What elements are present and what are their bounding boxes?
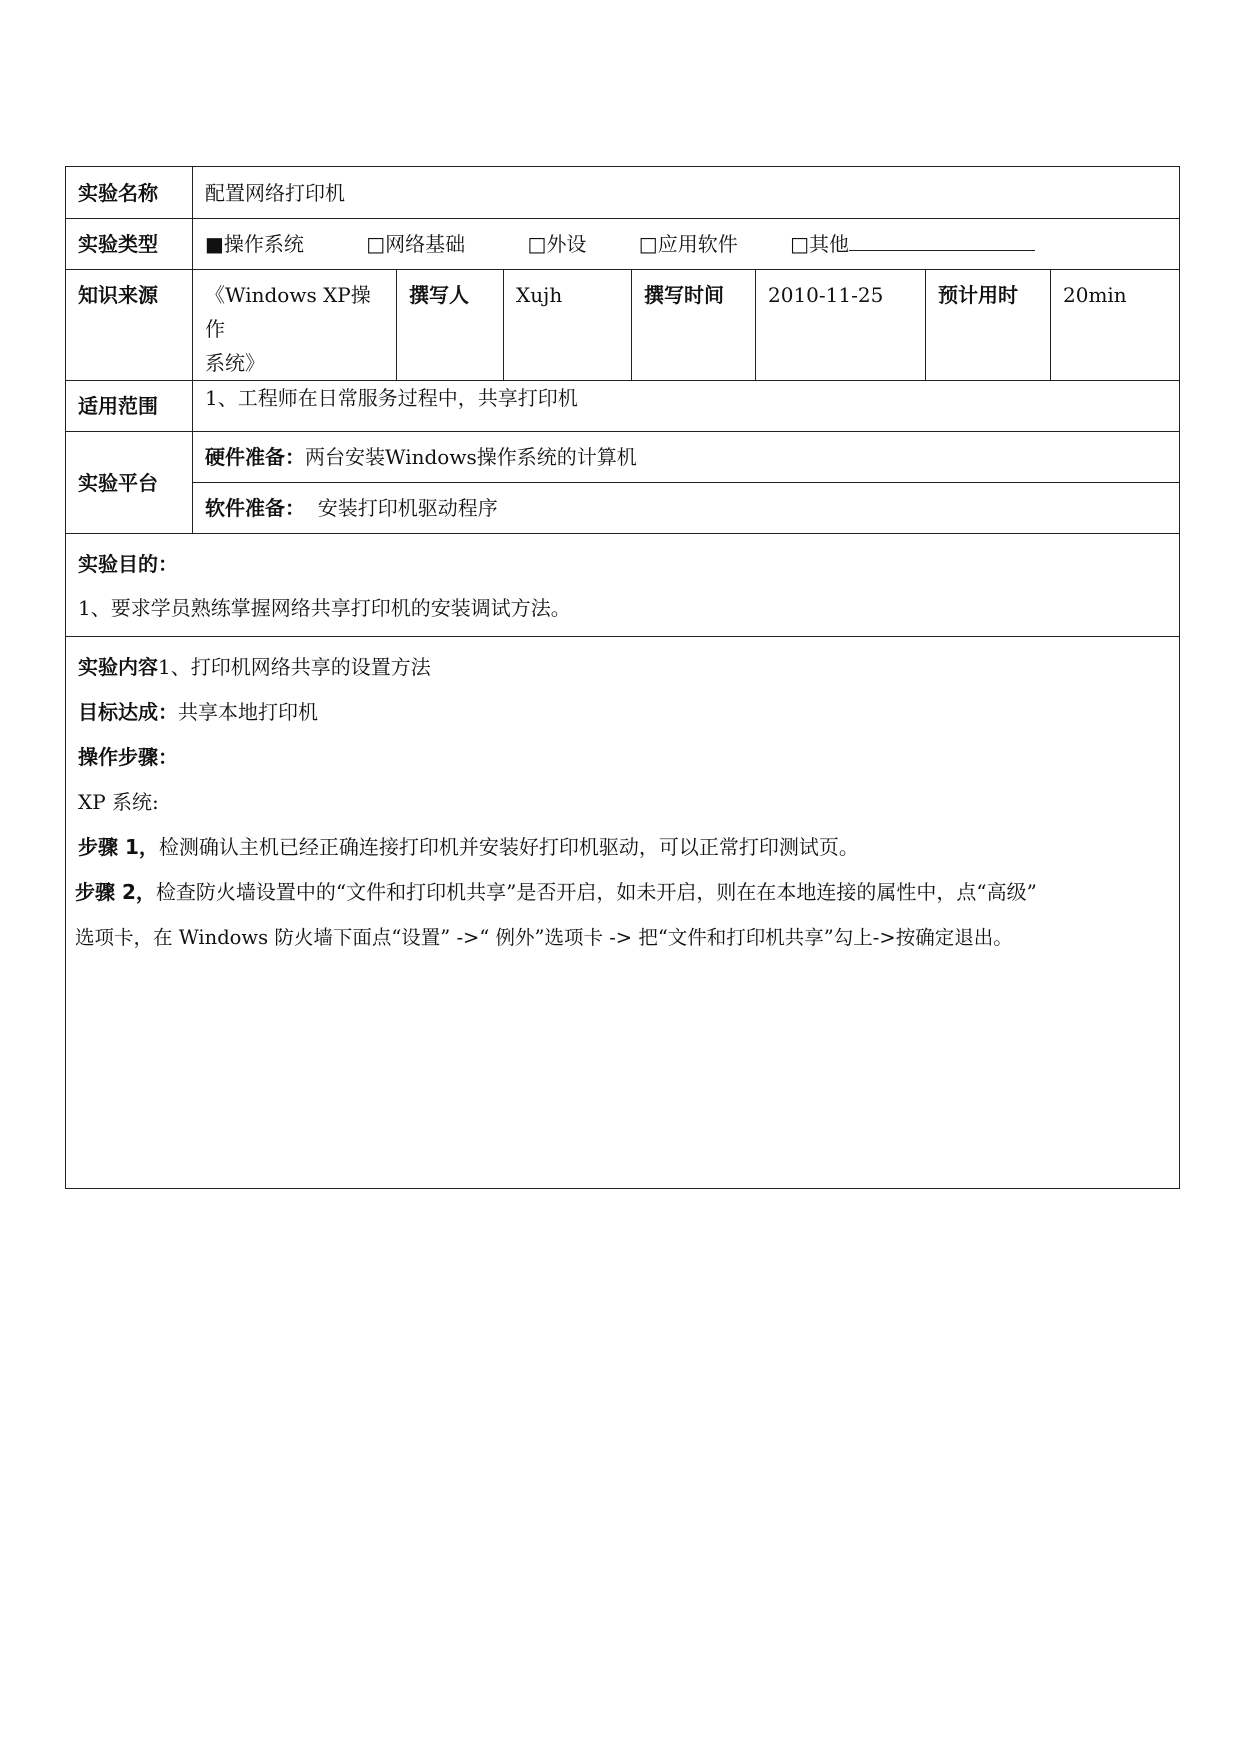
step2-value: 检查防火墙设置中的“文件和打印机共享”是否开启，如未开启，则在在本地连接的属性中，点“高级” — [155, 880, 1037, 904]
row-scope — [66, 381, 1180, 432]
step2-label: 步骤 2， — [75, 880, 156, 904]
scope-value: 1、工程师在日常服务过程中，共享打印机 — [193, 381, 1180, 432]
row-platform-hardware — [66, 432, 1180, 483]
type-option-network[interactable]: □网络基础 — [366, 232, 466, 256]
checkbox-icon: □ — [527, 232, 547, 256]
time-label: 预计用时 — [926, 270, 1051, 381]
software-value: 安装打印机驱动程序 — [317, 496, 498, 520]
time-value: 20min — [1051, 270, 1180, 381]
date-label: 撰写时间 — [632, 270, 756, 381]
step1-label: 步骤 1， — [78, 835, 159, 859]
software-label: 软件准备： — [205, 496, 305, 520]
purpose-label: 实验目的： — [78, 552, 178, 576]
row-purpose — [66, 534, 1180, 637]
type-option-peripheral[interactable]: □外设 — [527, 232, 587, 256]
step2-line — [75, 870, 1173, 915]
content-cell — [66, 637, 1180, 1189]
row-content — [66, 637, 1180, 1189]
experiment-form — [65, 166, 1179, 1189]
steps-label: 操作步骤： — [78, 745, 178, 769]
goal-value: 共享本地打印机 — [178, 700, 318, 724]
step1-value: 检测确认主机已经正确连接打印机并安装好打印机驱动，可以正常打印测试页。 — [158, 835, 859, 859]
source-value-line1: 《Windows XP操作 — [205, 283, 371, 341]
type-label: 实验类型 — [66, 219, 193, 270]
goal-line — [78, 690, 1173, 735]
type-option-other[interactable]: □其他 — [790, 232, 849, 256]
checkbox-checked-icon: ■ — [205, 232, 224, 256]
form-table — [65, 166, 1180, 1189]
other-blank-line — [849, 228, 1035, 251]
purpose-cell — [66, 534, 1180, 637]
content-value: 1、打印机网络共享的设置方法 — [158, 655, 431, 679]
source-value-line2: 系统》 — [205, 351, 265, 375]
type-option-os[interactable]: ■操作系统 — [205, 232, 304, 256]
author-value: Xujh — [504, 270, 632, 381]
row-platform-software — [66, 483, 1180, 534]
checkbox-icon: □ — [366, 232, 386, 256]
author-label: 撰写人 — [397, 270, 504, 381]
type-option-software[interactable]: □应用软件 — [638, 232, 738, 256]
checkbox-icon: □ — [790, 232, 809, 256]
checkbox-icon: □ — [638, 232, 658, 256]
content-line — [78, 645, 1173, 690]
row-name — [66, 167, 1180, 219]
source-label: 知识来源 — [66, 270, 193, 381]
goal-label: 目标达成： — [78, 700, 178, 724]
step2-line2: 选项卡，在 Windows 防火墙下面点“设置” ->“ 例外”选项卡 -> 把“文件和打印机共享”勾上->按确定退出。 — [75, 926, 1013, 949]
type-options — [193, 219, 1180, 270]
row-type — [66, 219, 1180, 270]
hardware-cell — [193, 432, 1180, 483]
scope-label: 适用范围 — [66, 381, 193, 432]
hardware-value: 两台安装Windows操作系统的计算机 — [305, 445, 637, 469]
step1-line — [78, 825, 1173, 870]
content-label: 实验内容 — [78, 655, 158, 679]
date-value: 2010-11-25 — [756, 270, 926, 381]
xp-label: XP 系统: — [78, 790, 159, 814]
name-value: 配置网络打印机 — [193, 167, 1180, 219]
hardware-label: 硬件准备： — [205, 445, 305, 469]
purpose-value: 1、要求学员熟练掌握网络共享打印机的安装调试方法。 — [78, 596, 571, 620]
platform-label: 实验平台 — [66, 432, 193, 534]
row-source — [66, 270, 1180, 381]
source-value — [193, 270, 397, 381]
name-label: 实验名称 — [66, 167, 193, 219]
software-cell — [193, 483, 1180, 534]
